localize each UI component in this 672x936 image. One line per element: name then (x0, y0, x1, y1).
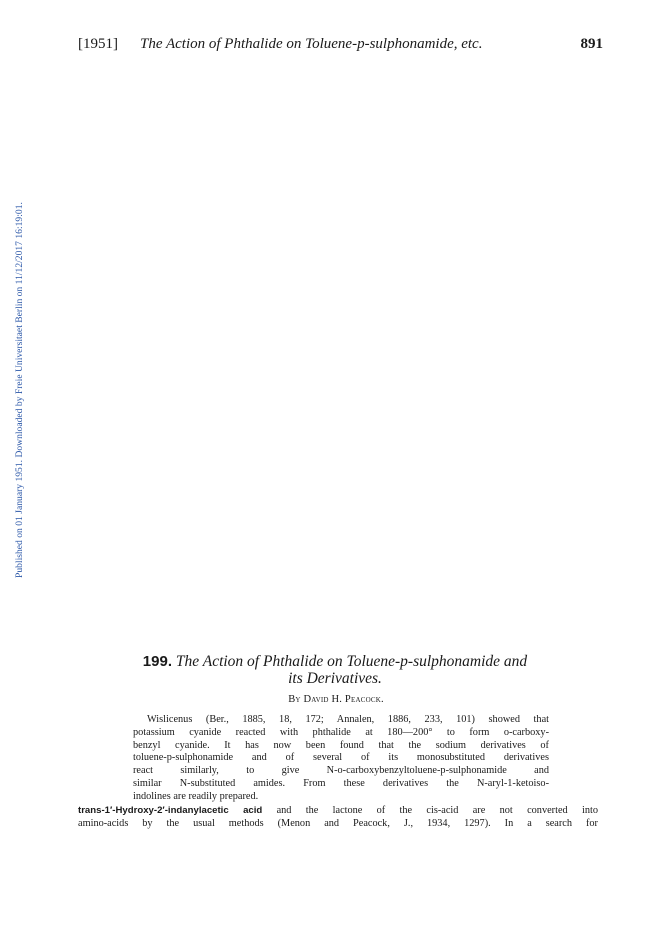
abstract-line: benzyl cyanide. It has now been found that the sodium derivatives of (133, 739, 549, 751)
author-name: By David H. Peacock. (288, 694, 384, 705)
running-head (78, 36, 603, 56)
download-notice[interactable]: Published on 01 January 1951. Downloaded by Freie Universitaet Berlin on 11/12/2017 16:19:01. (14, 202, 25, 578)
abstract-line: similar N-substituted amides. From these derivatives the N-aryl-1-ketoiso- (133, 777, 549, 789)
running-title: The Action of Phthalide on Toluene-p-sulphonamide, etc. (140, 36, 483, 52)
page-number: 891 (580, 36, 603, 52)
abstract-line: Wislicenus (Ber., 1885, 18, 172; Annalen, 1886, 233, 101) showed that (147, 714, 549, 725)
author-byline (0, 694, 672, 705)
journal-year: [1951] (78, 36, 118, 52)
article-title-line-1: The Action of Phthalide on Toluene-p-sulphonamide and (175, 653, 528, 670)
abstract-line: react similarly, to give N-o-carboxybenzyltoluene-p-sulphonamide and (133, 765, 549, 777)
body-line: amino-acids by the usual methods (Menon and Peacock, J., 1934, 1297). In a search for (78, 818, 598, 829)
abstract-line: indolines are readily prepared. (133, 790, 259, 802)
article-heading (100, 653, 570, 687)
article-number: 199. (142, 653, 172, 670)
body-line (78, 804, 598, 817)
body-text (78, 804, 598, 830)
compound-name-lead: trans-1′-Hydroxy-2′-indanylacetic acid (78, 805, 263, 816)
article-title-line-2: its Derivatives. (288, 670, 382, 687)
abstract-line: toluene-p-sulphonamide and of several of its monosubstituted derivatives (133, 752, 549, 764)
body-line-rest: and the lactone of the cis-acid are not converted into (262, 805, 598, 816)
abstract (133, 714, 549, 804)
abstract-line: potassium cyanide reacted with phthalide at 180—200° to form o-carboxy- (133, 726, 549, 738)
